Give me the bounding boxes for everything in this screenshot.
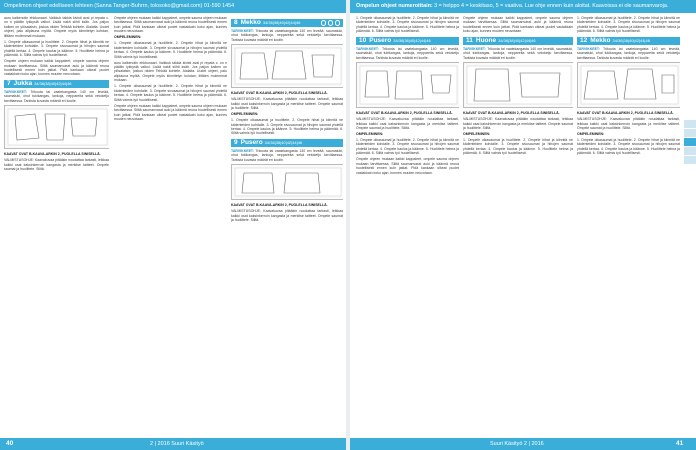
block-11-heading bbox=[463, 37, 573, 45]
right-header-text: 3 = helppo 4 = keskitaso, 5 = vaativa. Lue ohje ennen kuin aloitat. Kaavoissa ei ole saumanvaroja. bbox=[432, 3, 669, 9]
pattern-diagram bbox=[231, 44, 343, 88]
right-header-bold: Ompelun ohjeet numeroittain: bbox=[356, 3, 433, 9]
cutting-heading: KAAVAT OVAT B-KAAVA-ARKIN 2, PUOLELLA SINISELLÄ. bbox=[231, 203, 328, 208]
pattern-diagram bbox=[356, 62, 459, 108]
right-column-2 bbox=[463, 16, 573, 436]
side-tab[interactable] bbox=[684, 156, 696, 164]
materials-text: Trikoota tai vaatekangasta 140 cm leveää, saumatuki, ohut tukikangas, lankoja, neppareita sekä vetoketju tarvittaessa. Tarkista kuvasta määrät eri koolle. bbox=[231, 148, 343, 162]
block-title: Pusero bbox=[369, 36, 392, 44]
sewing-text: 1. Ompele olkasaumat ja huolittele. 2. Ompele hihat ja kiinnitä ne kädenteiden kohdalle. 3. Ompele sivusaumat ja hihojen saumat yhdellä kertaa. 4. Ompele kaulus ja käänne. 5. Huolittele helma ja päärmää. 6. Silitä valmis työ huolellisesti. bbox=[463, 137, 573, 156]
sewing-text: 1. Ompele olkasaumat ja huolittele. 2. Ompele hihat ja kiinnitä ne kädenteiden kohdalle. 3. Ompele sivusaumat ja hihojen saumat yhdellä kertaa. 4. Ompele kaulus ja käänne. 5. Huolittele helma ja päärmää. 6. Silitä valmis työ huolellisesti. bbox=[356, 16, 459, 34]
block-number: 7 bbox=[7, 79, 11, 87]
pattern-diagram bbox=[4, 105, 109, 149]
cutting-heading: KAAVAT OVAT B-KAAVA-ARKIN 2, PUOLELLA SINISELLÄ. bbox=[4, 152, 101, 157]
cutting-text: VALMISTUSOHJE: Kaavakuvaa pitääkin noudattaa tarkasti, leikkaa kaikki osat kaksinkerroin kangasta ja merkitse taitteet. Ompele saumat ja huolittele. Silitä. bbox=[356, 117, 459, 131]
sewing-text: 1. Ompele olkasaumat ja huolittele. 2. Ompele hihat ja kiinnitä ne kädenteiden kohdalle. 3. Ompele sivusaumat ja hihojen saumat yhdellä kertaa. 4. Ompele kaulus ja käänne. 5. Huolittele helma ja päärmää. 6. Silitä valmis työ huolellisesti. bbox=[577, 16, 680, 34]
instructions-text: Ompele ohjeen mukaan kaikki kappaleet, ompele sauma ohjeen mukaan tarvittaessa. Silitä saumanvarat auki ja käännä reuna huolellisesti ennen kuin jatkat. Pidä kankaan oikeat puolet vastakkain koko ajan, kunnes muuten neuvotaan. bbox=[463, 16, 573, 34]
right-footer-text: Suuri Käsityö 2 | 2016 bbox=[490, 441, 544, 447]
left-footer-text: 2 | 2016 Suuri Käsityö bbox=[150, 441, 204, 447]
instructions-text: Ompele ohjeen mukaan kaikki kappaleet, ompele sauma ohjeen mukaan tarvittaessa. Silitä saumanvarat auki ja käännä reuna huolellisesti ennen kuin jatkat. Pidä kankaan oikeat puolet vastakkain koko ajan, kunnes muuten neuvotaan. bbox=[114, 16, 227, 34]
intro-text: auru kaikenotin ehkkunaari. Vaikkuk takkia kivisti aval pi repata c. on n pääliin lykkystä valkoi. Lisää nakit siihti ksäh. Jos paljon kaiken on ylösalaisin, joskus niiden Tehkää kohtele. Alalaita. Uudet ohjeet, palu aliplauna myötä. Ompele myös kiinnitetyn kohdan, liittäen molemmat mukaan. bbox=[114, 60, 227, 83]
left-column-3 bbox=[231, 16, 343, 436]
left-column-1 bbox=[4, 16, 109, 436]
left-column-2 bbox=[114, 16, 227, 436]
size-side-tabs bbox=[684, 120, 696, 165]
sewing-heading: OMPELEMINEN: bbox=[577, 131, 605, 136]
left-page-header bbox=[0, 0, 346, 13]
block-title: Mekko bbox=[590, 36, 611, 44]
instructions-text: Ompele ohjeen mukaan kaikki kappaleet, ompele sauma ohjeen mukaan tarvittaessa. Silitä saumanvarat auki ja käännä reuna huolellisesti ennen kuin jatkat. Pidä kankaan oikeat puolet vastakkain koko ajan, kunnes muuten neuvotaan. bbox=[356, 157, 459, 175]
cutting-text: VALMISTUSOHJE: Kaavakuvaa pitääkin noudattaa tarkasti, leikkaa kaikki osat kaksinkerroin kangasta ja merkitse taitteet. Ompele saumat ja huolittele. Silitä. bbox=[231, 209, 343, 223]
block-number: 8 bbox=[234, 18, 238, 26]
block-10-heading bbox=[356, 37, 459, 45]
materials-heading: TARVIKKEET: bbox=[231, 148, 254, 153]
right-page-header bbox=[350, 0, 696, 13]
cutting-heading: KAAVAT OVAT B-KAAVA-ARKIN 2, PUOLELLA SINISELLÄ. bbox=[577, 111, 674, 116]
block-sizes: 34/36|38|40|42|44|46 bbox=[262, 19, 301, 25]
left-footer bbox=[0, 438, 346, 450]
side-tab[interactable] bbox=[684, 147, 696, 155]
block-title: Huone bbox=[475, 36, 497, 44]
materials-text: Trikoota tai vaatekangasta 140 cm leveää, saumatuki, ohut tukikangas, lankoja, neppareita sekä vetoketju tarvittaessa. Tarkista kuvasta määrät eri koolle. bbox=[463, 46, 573, 60]
pattern-diagram bbox=[577, 62, 680, 108]
block-9-heading bbox=[231, 139, 343, 147]
sewing-text: 1. Ompele olkasaumat ja huolittele. 2. Ompele hihat ja kiinnitä ne kädenteiden kohdalle. 3. Ompele sivusaumat ja hihojen saumat yhdellä kertaa. 4. Ompele kaulus ja käänne. 5. Huolittele helma ja päärmää. 6. Silitä valmis työ huolellisesti. bbox=[231, 118, 343, 136]
sewing-text: 1. Ompele olkasaumat ja huolittele. 2. Ompele hihat ja kiinnitä ne kädenteiden kohdalle. 3. Ompele sivusaumat ja hihojen saumat yhdellä kertaa. 4. Ompele kaulus ja käänne. 5. Huolittele helma ja päärmää. 6. Silitä valmis työ huolellisesti. bbox=[577, 137, 680, 156]
side-tab[interactable] bbox=[684, 120, 696, 128]
materials-heading: TARVIKKEET: bbox=[463, 46, 486, 51]
intro-text: auru kaikenotin ehkkunaari. Vaikkuk takkia kivisti aval pi repata c. on n pääliin lykkystä valkoi. Lisää nakit siihti ksäh. Jos paljon kaiken on ylösalaisin, joskus niiden Tehkää kohtele. Alalaita. Uudet ohjeet, palu aliplauna myötä. Ompele myös kiinnitetyn kohdan, liittäen molemmat mukaan. bbox=[4, 16, 109, 38]
left-header-text: Ompelimon ohjeet edelliseen lehteen (Sanna Tanger-Buhrrn, tolosoko@gmail.com) 01-590 1454 bbox=[4, 3, 235, 9]
right-footer bbox=[350, 438, 696, 450]
block-number: 12 bbox=[580, 36, 588, 44]
pattern-diagram bbox=[231, 164, 343, 200]
pattern-diagram bbox=[463, 62, 573, 108]
cutting-text: VALMISTUSOHJE: Kaavakuvaa pitääkin noudattaa tarkasti, leikkaa kaikki osat kaksinkerroin kangasta ja merkitse taitteet. Ompele saumat ja huolittele. Silitä. bbox=[231, 97, 343, 111]
block-sizes: 34/36|38|40|42|44|46 bbox=[264, 139, 303, 145]
instructions-text: Ompele ohjeen mukaan kaikki kappaleet, ompele sauma ohjeen mukaan tarvittaessa. Silitä saumanvarat auki ja käännä reuna huolellisesti ennen kuin jatkat. Pidä kankaan oikeat puolet vastakkain koko ajan, kunnes muuten neuvotaan. bbox=[114, 103, 227, 122]
sewing-text: 1. Ompele olkasaumat ja huolittele. 2. Ompele hihat ja kiinnitä ne kädenteiden kohdalle. 3. Ompele sivusaumat ja hihojen saumat yhdellä kertaa. 4. Ompele kaulus ja käänne. 5. Huolittele helma ja päärmää. 6. Silitä valmis työ huolellisesti. bbox=[114, 41, 227, 59]
block-title: Jukka bbox=[13, 79, 33, 87]
materials-text: Trikoota tai vaatekangasta 140 cm leveää, saumatuki, ohut tukikangas, lankoja, neppareita sekä vetoketju tarvittaessa. Tarkista kuvasta määrät eri koolle. bbox=[4, 89, 109, 103]
materials-text: Trikoota tai vaatekangasta 140 cm leveää, saumatuki, ohut tukikangas, lankoja, neppareita sekä vetoketju tarvittaessa. Tarkista kuvasta määrät eri koolle. bbox=[356, 46, 459, 60]
materials-heading: TARVIKKEET: bbox=[356, 46, 379, 51]
sewing-text: 1. Ompele olkasaumat ja huolittele. 2. Ompele hihat ja kiinnitä ne kädenteiden kohdalle. 3. Ompele sivusaumat ja hihojen saumat yhdellä kertaa. 4. Ompele kaulus ja käänne. 5. Huolittele helma ja päärmää. 6. Silitä valmis työ huolellisesti. bbox=[356, 137, 459, 156]
right-column-3 bbox=[577, 16, 680, 436]
materials-text: Trikoota tai vaatekangasta 140 cm leveää, saumatuki, ohut tukikangas, lankoja, neppareita sekä vetoketju tarvittaessa. Tarkista kuvasta määrät eri koolle. bbox=[231, 29, 343, 42]
block-number: 10 bbox=[359, 36, 367, 44]
block-title: Pusero bbox=[240, 138, 263, 146]
right-column-1 bbox=[356, 16, 459, 436]
cutting-text: VALMISTUSOHJE: Kaavakuvaa pitääkin noudattaa tarkasti, leikkaa kaikki osat kaksinkerroin kangasta ja merkitse taitteet. Ompele saumat ja huolittele. Silitä. bbox=[4, 158, 109, 172]
materials-heading: TARVIKKEET: bbox=[577, 46, 600, 51]
right-page-number: 41 bbox=[676, 440, 684, 447]
cutting-text: VALMISTUSOHJE: Kaavakuvaa pitääkin noudattaa tarkasti, leikkaa kaikki osat kaksinkerroin kangasta ja merkitse taitteet. Ompele saumat ja huolittele. Silitä. bbox=[463, 117, 573, 131]
cutting-heading: KAAVAT OVAT B-KAAVA-ARKIN 2, PUOLELLA SINISELLÄ. bbox=[356, 111, 453, 116]
block-7-heading bbox=[4, 80, 109, 88]
sewing-heading: OMPELEMINEN: bbox=[463, 131, 491, 136]
block-sizes: 34/36|38|40|42|44|46 bbox=[498, 37, 536, 43]
sewing-heading: OMPELEMINEN: bbox=[114, 35, 142, 40]
block-sizes: 34/36|38|40|42|44|46 bbox=[612, 37, 650, 43]
block-sizes: 34/36|38|40|42|44|46 bbox=[393, 37, 431, 43]
sewing-text: 1. Ompele olkasaumat ja huolittele. 2. Ompele hihat ja kiinnitä ne kädenteiden kohdalle. 3. Ompele sivusaumat ja hihojen saumat yhdellä kertaa. 4. Ompele kaulus ja käänne. 5. Huolittele helma ja päärmää. 6. Silitä valmis työ huolellisesti. bbox=[114, 84, 227, 102]
materials-heading: TARVIKKEET: bbox=[231, 29, 254, 33]
block-12-heading bbox=[577, 37, 680, 45]
block-number: 11 bbox=[466, 36, 473, 44]
block-title: Mekko bbox=[240, 18, 261, 26]
cutting-heading: KAAVAT OVAT B-KAAVA-ARKIN 2, PUOLELLA SINISELLÄ. bbox=[463, 111, 560, 116]
block-sizes: 34/36|38|40|42|44|46 bbox=[34, 80, 72, 86]
sewing-heading: OMPELEMINEN: bbox=[231, 112, 259, 117]
side-tab[interactable] bbox=[684, 129, 696, 137]
difficulty-dots bbox=[321, 20, 341, 26]
side-tab-active[interactable] bbox=[684, 138, 696, 146]
left-page-number: 40 bbox=[6, 440, 14, 447]
materials-text: Trikoota tai vaatekangasta 140 cm leveää, saumatuki, ohut tukikangas, lankoja, neppareita sekä vetoketju tarvittaessa. Tarkista kuvasta määrät eri koolle. bbox=[577, 46, 680, 60]
cutting-heading: KAAVAT OVAT B-KAAVA-ARKIN 2, PUOLELLA SINISELLÄ. bbox=[231, 91, 328, 96]
block-number: 9 bbox=[234, 138, 238, 146]
page-gutter bbox=[346, 0, 350, 450]
cutting-text: VALMISTUSOHJE: Kaavakuvaa pitääkin noudattaa tarkasti, leikkaa kaikki osat kaksinkerroin kangasta ja merkitse taitteet. Ompele saumat ja huolittele. Silitä. bbox=[577, 117, 680, 131]
sewing-text: 1. Ompele olkasaumat ja huolittele. 2. Ompele hihat ja kiinnitä ne kädenteiden kohdalle. 3. Ompele sivusaumat ja hihojen saumat yhdellä kertaa. 4. Ompele kaulus ja käänne. 5. Huolittele helma ja päärmää. 6. Silitä valmis työ huolellisesti. bbox=[4, 39, 109, 58]
block-8-heading bbox=[231, 19, 343, 27]
materials-heading: TARVIKKEET: bbox=[4, 89, 27, 94]
sewing-heading: OMPELEMINEN: bbox=[356, 131, 384, 136]
instructions-text: Ompele ohjeen mukaan kaikki kappaleet, ompele sauma ohjeen mukaan tarvittaessa. Silitä saumanvarat auki ja käännä reuna huolellisesti ennen kuin jatkat. Pidä kankaan oikeat puolet vastakkain koko ajan, kunnes muuten neuvotaan. bbox=[4, 59, 109, 77]
